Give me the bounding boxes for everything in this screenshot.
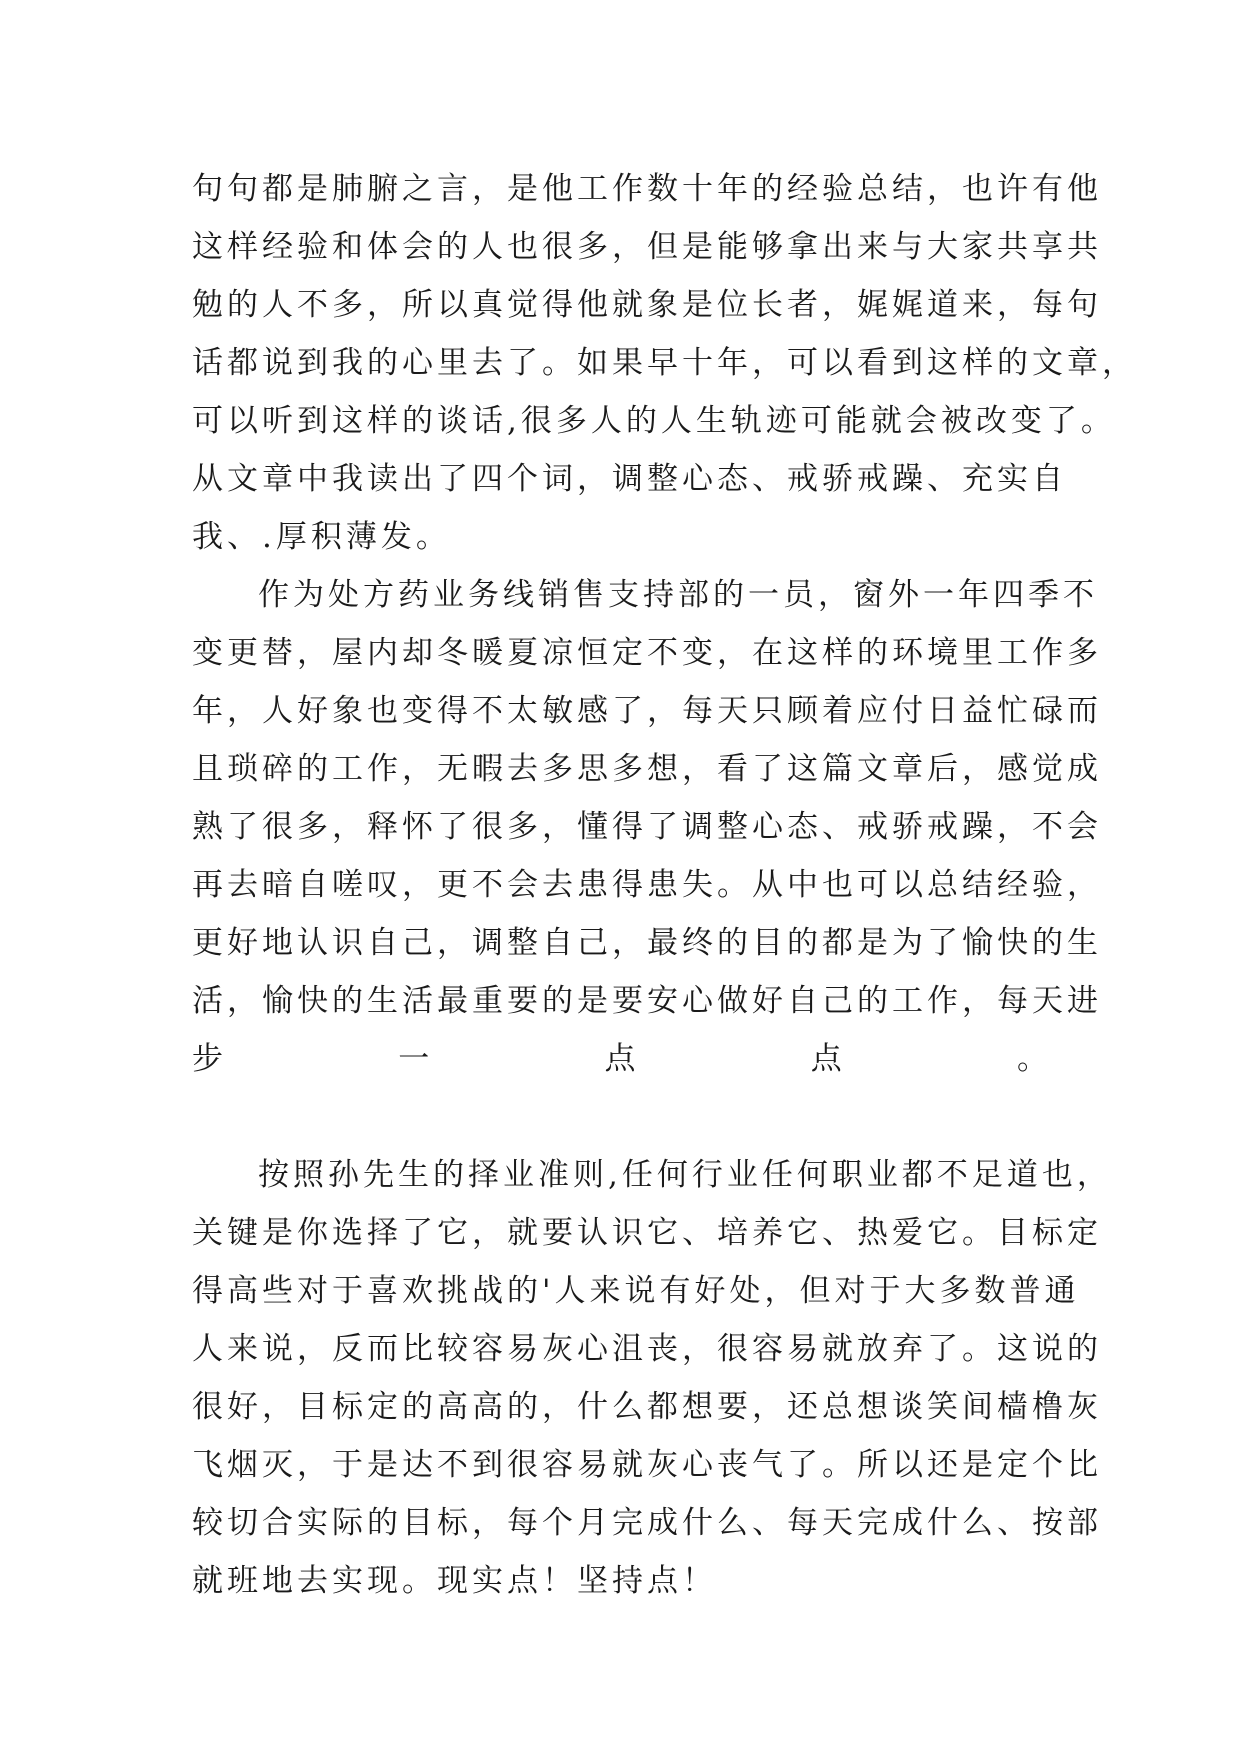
text-line: 得高些对于喜欢挑战的'人来说有好处，但对于大多数普通 [192, 1273, 1080, 1309]
paragraph-2 [192, 566, 1102, 1146]
text-line: 步一点点。 [192, 1041, 1052, 1077]
text-line: 句句都是肺腑之言，是他工作数十年的经验总结，也许有他 [192, 171, 1102, 207]
text-line: 可以听到这样的谈话,很多人的人生轨迹可能就会被改变了。 [192, 403, 1116, 439]
text-line: 话都说到我的心里去了。如果早十年，可以看到这样的文章， [192, 345, 1137, 381]
text-line: 较切合实际的目标，每个月完成什么、每天完成什么、按部 [192, 1505, 1102, 1541]
paragraph-1 [192, 160, 1137, 566]
text-line: 且琐碎的工作，无暇去多思多想，看了这篇文章后，感觉成 [192, 751, 1102, 787]
text-line: 飞烟灭，于是达不到很容易就灰心丧气了。所以还是定个比 [192, 1447, 1102, 1483]
text-line: 变更替，屋内却冬暖夏凉恒定不变，在这样的环境里工作多 [192, 635, 1102, 671]
body-text [192, 160, 1137, 1610]
text-line [192, 1088, 1052, 1146]
text-line: 我、.厚积薄发。 [192, 519, 451, 555]
text-line: 按照孙先生的择业准则,任何行业任何职业都不足道也， [258, 1157, 1112, 1193]
paragraph-3 [192, 1146, 1112, 1610]
text-line: 就班地去实现。现实点！坚持点！ [192, 1563, 717, 1599]
text-line: 从文章中我读出了四个词，调整心态、戒骄戒躁、充实自 [192, 461, 1067, 497]
text-line: 关键是你选择了它，就要认识它、培养它、热爱它。目标定 [192, 1215, 1102, 1251]
text-line: 更好地认识自己，调整自己，最终的目的都是为了愉快的生 [192, 925, 1102, 961]
text-line: 熟了很多，释怀了很多，懂得了调整心态、戒骄戒躁，不会 [192, 809, 1102, 845]
text-line: 很好，目标定的高高的，什么都想要，还总想谈笑间樯橹灰 [192, 1389, 1102, 1425]
text-line: 人来说，反而比较容易灰心沮丧，很容易就放弃了。这说的 [192, 1331, 1102, 1367]
text-line: 活，愉快的生活最重要的是要安心做好自己的工作，每天进 [192, 983, 1102, 1019]
text-line: 作为处方药业务线销售支持部的一员，窗外一年四季不 [258, 577, 1098, 613]
text-line: 勉的人不多，所以真觉得他就象是位长者，娓娓道来，每句 [192, 287, 1102, 323]
text-line: 年，人好象也变得不太敏感了，每天只顾着应付日益忙碌而 [192, 693, 1102, 729]
text-line: 这样经验和体会的人也很多，但是能够拿出来与大家共享共 [192, 229, 1102, 265]
text-line: 再去暗自嗟叹，更不会去患得患失。从中也可以总结经验， [192, 867, 1102, 903]
